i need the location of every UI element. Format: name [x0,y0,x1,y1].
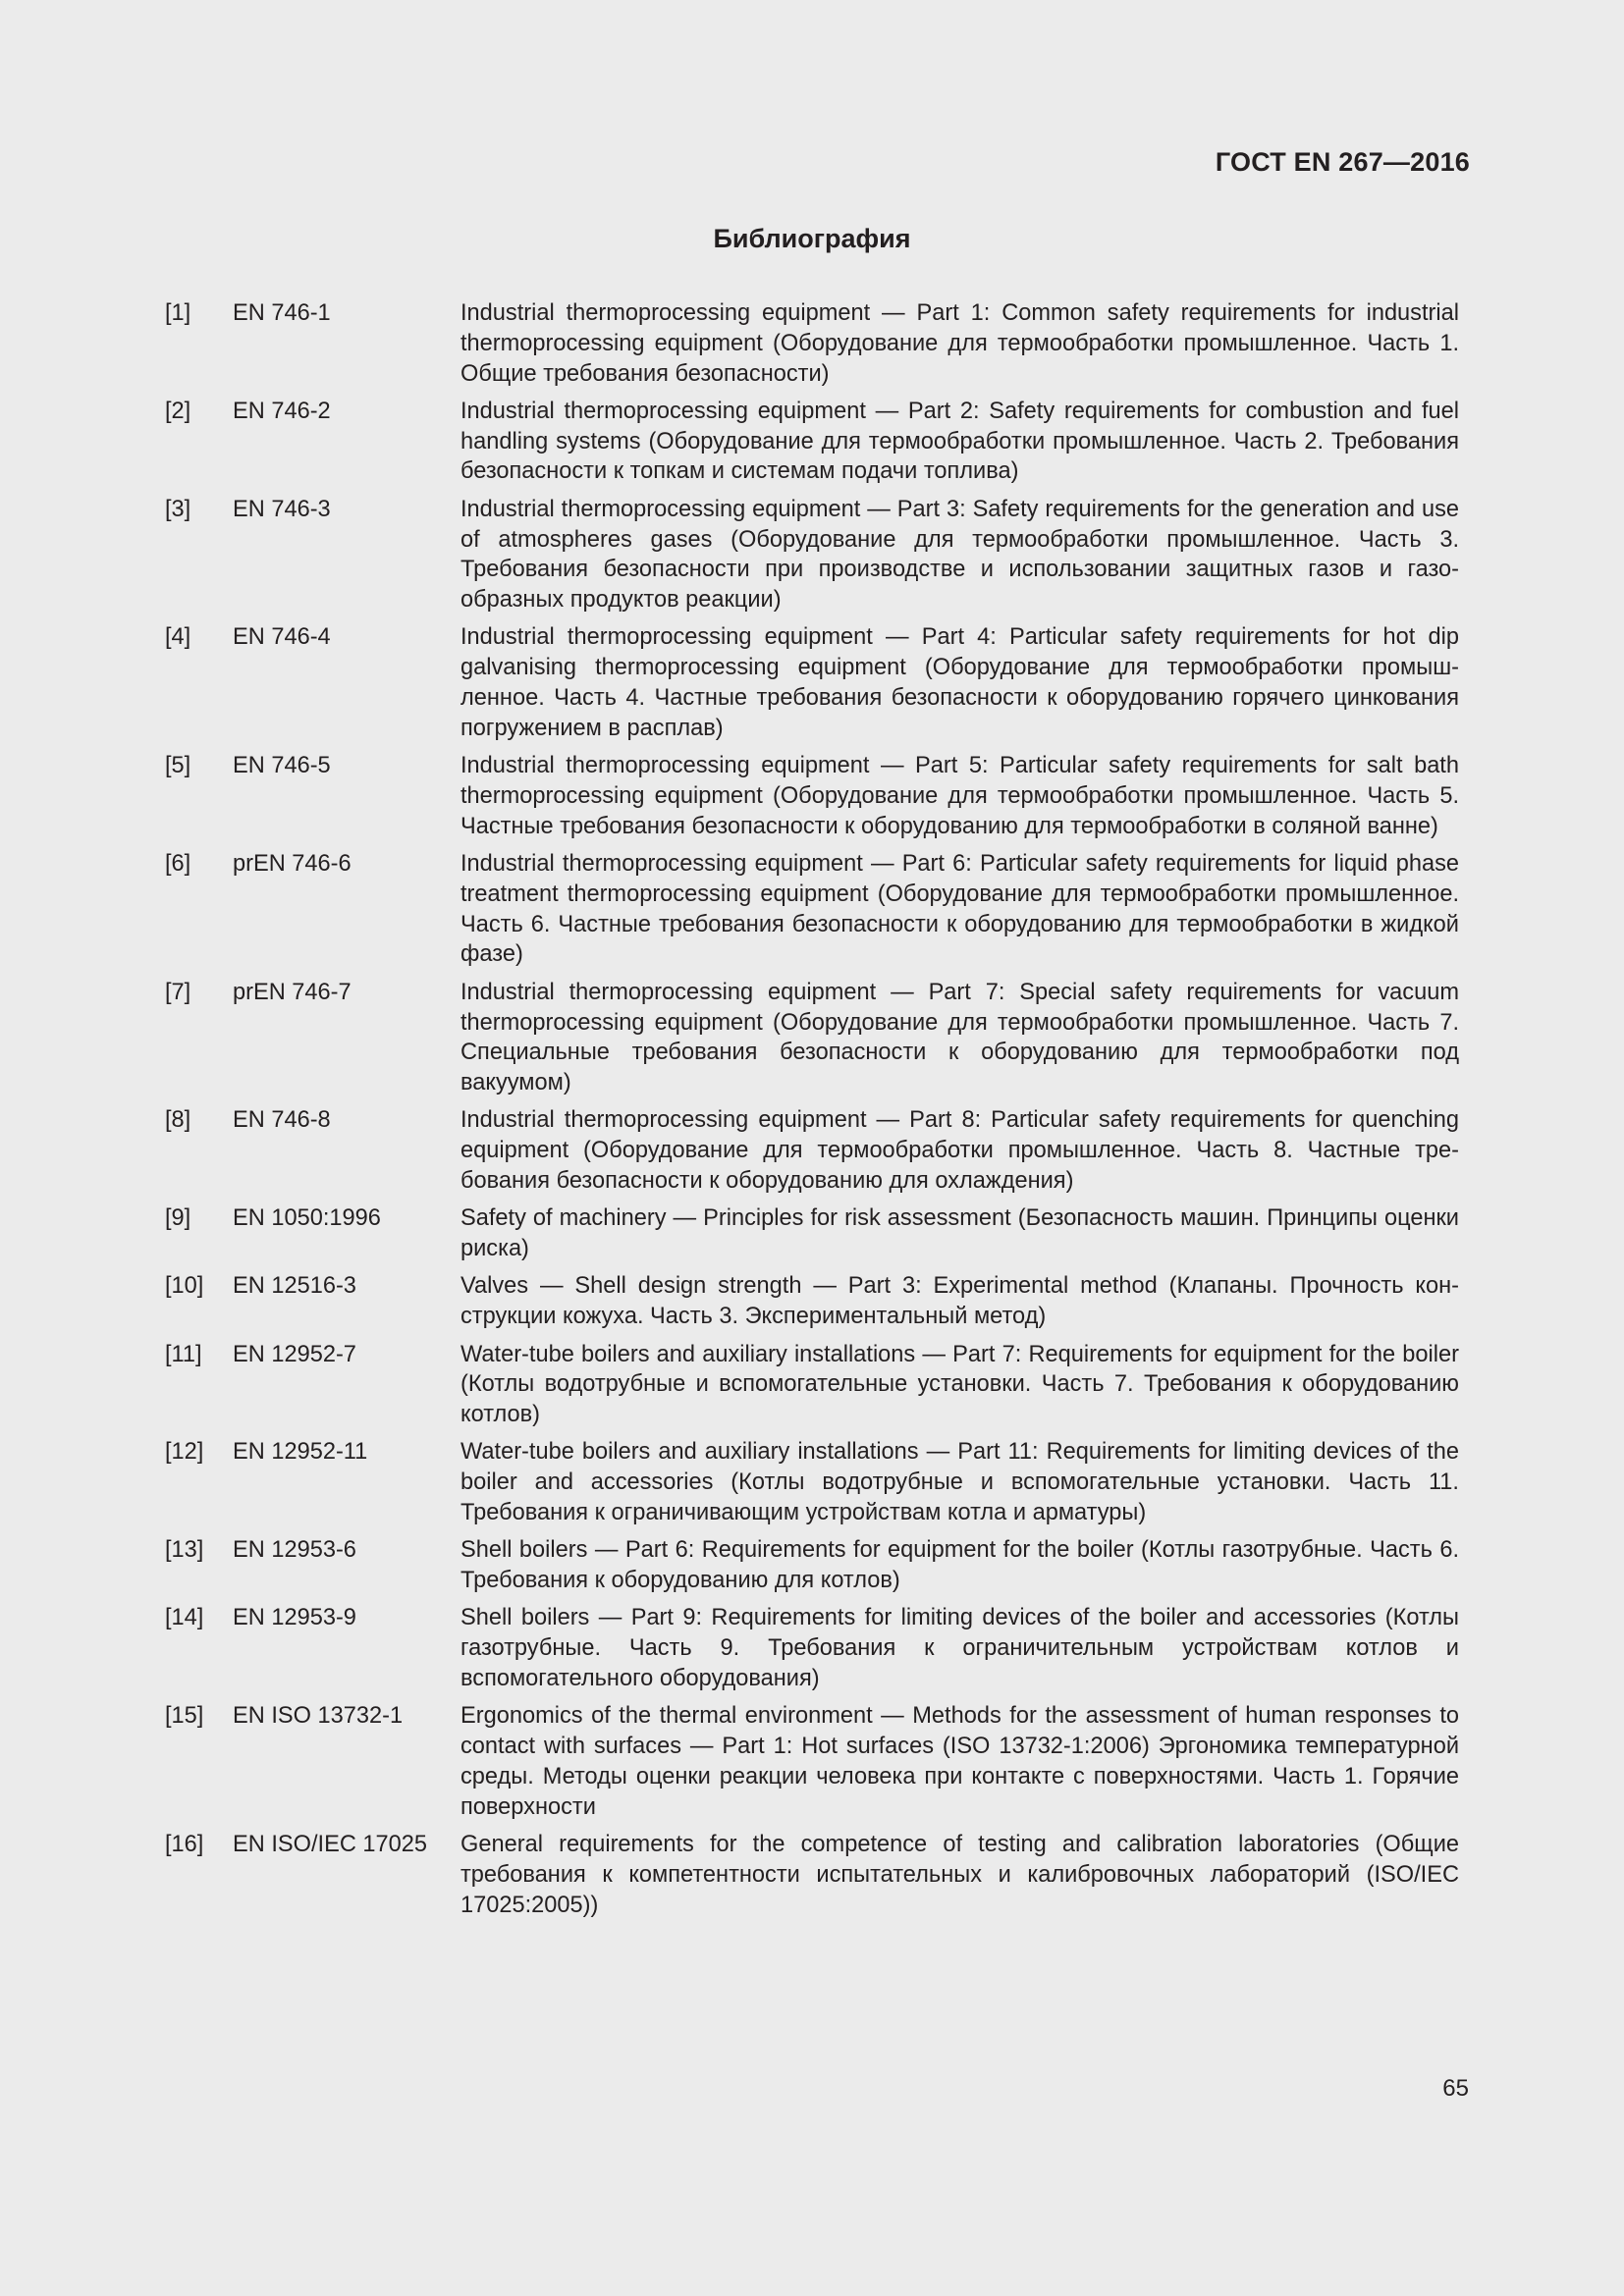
reference-number: [8] [165,1107,191,1134]
reference-number: [11] [165,1341,202,1367]
reference-code: EN 746-1 [233,300,331,326]
reference-code: prEN 746-7 [233,979,352,1005]
reference-code: EN 746-4 [233,624,331,651]
reference-entry [165,397,1459,487]
reference-description: Industrial thermoprocessing equipment — Part 5: Particular safety requirements for salt bath thermoprocessing equipment (Оборудование для термообработки промышленное. Часть 5. Частные требования безопасности к оборудованию для термообработки в соляной ванне) [460,753,1459,839]
reference-entry [165,622,1459,743]
reference-number: [14] [165,1605,204,1631]
reference-entry [165,1603,1459,1693]
reference-entry [165,751,1459,841]
reference-description: Industrial thermoprocessing equipment — Part 3: Safety requirements for the generation and use of atmospheres gases (Оборудование для термообработки промышленное. Часть 3. Требования безопасности при производстве и использовании защитных газов и газообразных продуктов реакции) [460,496,1459,614]
reference-code: EN 746-2 [233,398,331,424]
reference-description: Industrial thermoprocessing equipment — Part 2: Safety requirements for combustion and fuel handling systems (Оборудование для термообработки промышленное. Часть 2. Требования безопасности к топкам и системам подачи топлива) [460,398,1459,485]
reference-description: Valves — Shell design strength — Part 3: Experimental method (Клапаны. Прочность конструкции кожуха. Часть 3. Экспериментальный метод) [460,1273,1459,1330]
reference-entry [165,1105,1459,1196]
page-title: Библиография [713,224,911,253]
reference-code: EN 746-5 [233,753,331,779]
reference-code: EN 12952-11 [233,1439,368,1466]
reference-code: EN 12953-9 [233,1605,356,1631]
reference-code: EN 746-3 [233,496,331,522]
document-code: ГОСТ EN 267—2016 [1215,147,1470,177]
reference-description: Shell boilers — Part 6: Requirements for equipment for the boiler (Котлы газотрубные. Часть 6. Требования к оборудованию для котлов) [460,1537,1459,1594]
reference-number: [7] [165,979,191,1005]
reference-number: [9] [165,1205,191,1232]
reference-code: EN 12516-3 [233,1273,356,1300]
reference-description: Industrial thermoprocessing equipment — Part 6: Particular safety requirements for liquid phase treatment thermoprocessing equipment (Оборудование для термообработки промышленное. Часть 6. Частные требования безопасности к оборудованию для термообработки в жидкой фазе) [460,851,1459,968]
reference-entry [165,1701,1459,1822]
reference-entry [165,1437,1459,1527]
reference-entry [165,298,1459,389]
reference-code: EN 12952-7 [233,1341,356,1367]
reference-number: [1] [165,300,191,326]
reference-number: [13] [165,1537,204,1564]
reference-description: Industrial thermoprocessing equipment — Part 4: Particular safety requirements for hot dip galvanising thermoprocessing equipment (Оборудование для термообработки промышленное. Часть 4. Частные требования безопасности к оборудованию горячего цинкования погружением в расплав) [460,624,1459,741]
reference-description: Safety of machinery — Principles for risk assessment (Безопасность машин. Принципы оценки риска) [460,1205,1459,1262]
reference-code: EN 12953-6 [233,1537,356,1564]
page-number: 65 [1442,2075,1469,2102]
reference-entry [165,978,1459,1098]
reference-entry [165,1203,1459,1264]
reference-number: [4] [165,624,191,651]
reference-description: Water-tube boilers and auxiliary installations — Part 7: Requirements for equipment for the boiler (Котлы водотрубные и вспомогательные установки. Часть 7. Требования к оборудованию котлов) [460,1341,1459,1428]
reference-description: General requirements for the competence of testing and calibration laboratories (Общие требования к компетентности испытательных и калибровочных лабораторий (ISO/IEC 17025:2005)) [460,1831,1459,1918]
reference-code: EN ISO 13732-1 [233,1703,404,1730]
reference-entry [165,495,1459,615]
bibliography-list [165,298,1459,1928]
reference-description: Industrial thermoprocessing equipment — Part 8: Particular safety requirements for quenching equipment (Оборудование для термообработки промышленное. Часть 8. Частные требования безопасности к оборудованию для охлаждения) [460,1107,1459,1195]
reference-entry [165,1535,1459,1596]
reference-code: EN 746-8 [233,1107,331,1134]
reference-number: [3] [165,496,191,522]
reference-number: [15] [165,1703,204,1730]
reference-number: [6] [165,851,191,878]
reference-number: [12] [165,1439,204,1466]
reference-description: Water-tube boilers and auxiliary installations — Part 11: Requirements for limiting devices of the boiler and accessories (Котлы водотрубные и вспомогательные установки. Часть 11. Требования к ограничивающим устройствам котла и арматуры) [460,1439,1459,1525]
reference-code: prEN 746-6 [233,851,352,878]
reference-entry [165,849,1459,970]
reference-number: [2] [165,398,191,424]
reference-description: Industrial thermoprocessing equipment — Part 1: Common safety requirements for industrial thermoprocessing equipment (Оборудование для термообработки промышленное. Часть 1. Общие требования безопасности) [460,300,1459,387]
reference-entry [165,1830,1459,1920]
reference-code: EN 1050:1996 [233,1205,381,1232]
reference-description: Ergonomics of the thermal environment — Methods for the assessment of human responses to contact with surfaces — Part 1: Hot surfaces (ISO 13732-1:2006) Эргономика температурной среды. Методы оценки реакции человека при контакте с поверхностями. Часть 1. Горячие поверхности [460,1703,1459,1820]
reference-description: Industrial thermoprocessing equipment — Part 7: Special safety requirements for vacuum thermoprocessing equipment (Оборудование для термообработки промышленное. Часть 7. Специальные требования безопасности к оборудованию для термообработки под вакуумом) [460,979,1459,1096]
reference-number: [16] [165,1831,204,1857]
reference-number: [10] [165,1273,204,1300]
reference-description: Shell boilers — Part 9: Requirements for limiting devices of the boiler and accessories (Котлы газотрубные. Часть 9. Требования к ограничительным устройствам котлов и вспомогательного оборудования) [460,1605,1459,1691]
reference-entry [165,1271,1459,1332]
reference-number: [5] [165,753,191,779]
reference-code: EN ISO/IEC 17025 [233,1831,428,1857]
reference-entry [165,1340,1459,1430]
